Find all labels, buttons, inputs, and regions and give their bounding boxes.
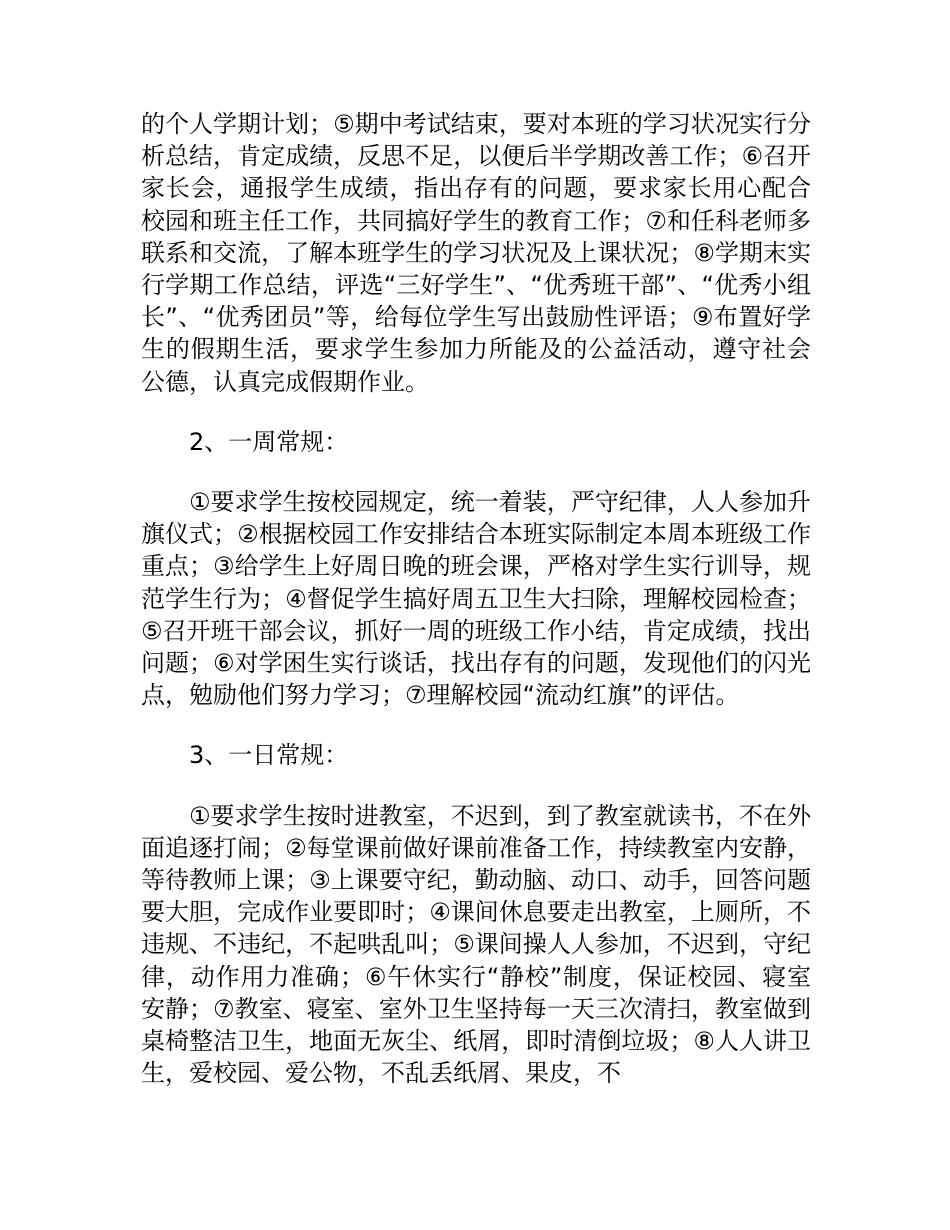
paragraph-gap xyxy=(141,398,811,426)
paragraph-gap xyxy=(141,458,811,486)
heading-weekly-routine: 2、一周常规： xyxy=(189,427,349,456)
paragraph-weekly-routine: ①要求学生按校园规定，统一着装，严守纪律，人人参加升旗仪式；②根据校园工作安排结合本班实际制定本周本班级工作重点；③给学生上好周日晚的班会课，严格对学生实行训导，规范学生行为；④督促学生搞好周五卫生大扫除，理解校园检查；⑤召开班干部会议，抓好一周的班级工作小结，肯定成绩，找出问题；⑥对学困生实行谈话，找出存有的问题，发现他们的闪光点，勉励他们努力学习；⑦理解校园“流动红旗”的评估。 xyxy=(141,488,811,710)
document-body xyxy=(141,108,811,1089)
paragraph-daily-routine: ①要求学生按时进教室，不迟到，到了教室就读书，不在外面追逐打闹；②每堂课前做好课前准备工作，持续教室内安静，等待教师上课；③上课要守纪，勤动脑、动口、动手，回答问题要大胆，完成作业要即时；④课间休息要走出教室，上厕所，不违规、不违纪，不起哄乱叫；⑤课间操人人参加，不迟到，守纪律，动作用力准确；⑥午休实行“静校”制度，保证校园、寝室安静；⑦教室、寝室、室外卫生坚持每一天三次清扫，教室做到桌椅整洁卫生，地面无灰尘、纸屑，即时清倒垃圾；⑧人人讲卫生，爱校园、爱公物，不乱丢纸屑、果皮，不 xyxy=(141,801,811,1088)
paragraph-gap xyxy=(141,772,811,800)
heading-daily-routine: 3、一日常规： xyxy=(189,741,349,770)
paragraph-semester-plan: 的个人学期计划；⑤期中考试结束，要对本班的学习状况实行分析总结，肯定成绩，反思不足，以便后半学期改善工作；⑥召开家长会，通报学生成绩，指出存有的问题，要求家长用心配合校园和班主任工作，共同搞好学生的教育工作；⑦和任科老师多联系和交流，了解本班学生的学习状况及上课状况；⑧学期末实行学期工作总结，评选“三好学生”、“优秀班干部”、“优秀小组长”、“优秀团员”等，给每位学生写出鼓励性评语；⑨布置好学生的假期生活，要求学生参加力所能及的公益活动，遵守社会公德，认真完成假期作业。 xyxy=(141,110,811,396)
paragraph-gap xyxy=(141,711,811,739)
